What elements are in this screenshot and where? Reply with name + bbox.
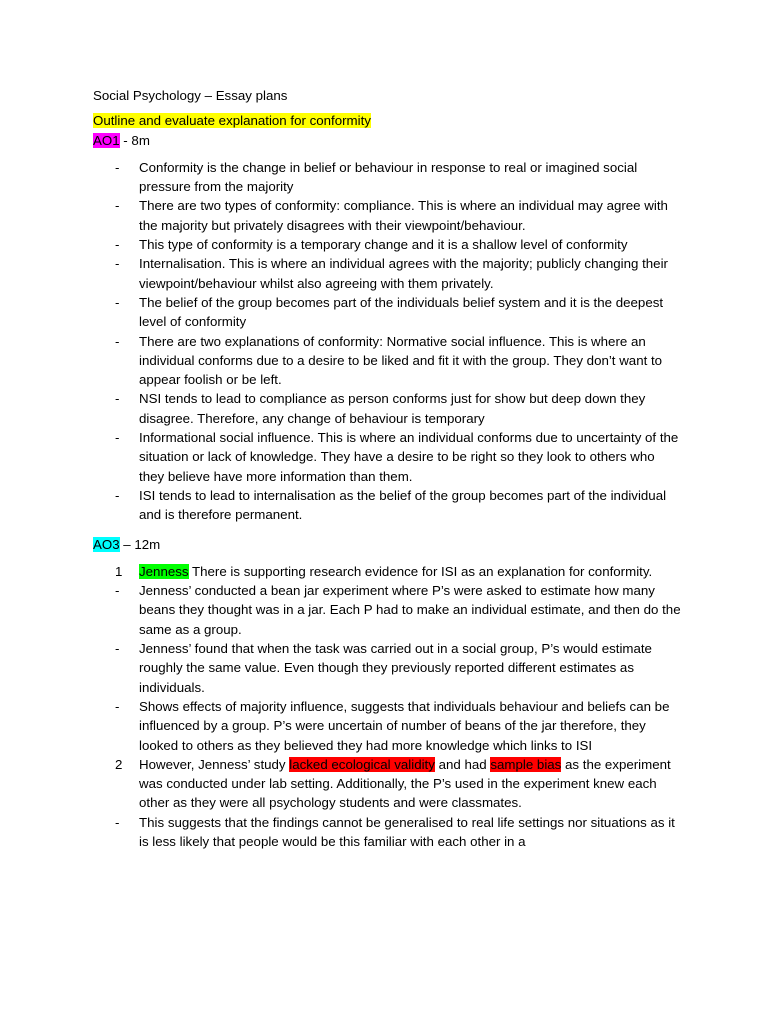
- ao3-marks: – 12m: [119, 536, 161, 552]
- ao1-heading: [93, 131, 683, 150]
- list-item: 1 Jenness There is supporting research evidence for ISI as an explanation for conformity.: [93, 562, 683, 581]
- dash-marker: -: [115, 333, 120, 349]
- list-item: - ISI tends to lead to internalisation as the belief of the group becomes part of the individual and is therefore permanent.: [115, 487, 667, 523]
- document-body: [93, 86, 683, 861]
- essay-question-highlight: Outline and evaluate explanation for conformity: [93, 113, 371, 129]
- ao3-heading: [93, 535, 683, 554]
- number-marker: 2: [115, 756, 123, 772]
- list-item: - NSI tends to lead to compliance as person conforms just for show but deep down they disagree. Therefore, any change of behaviour is temporary: [115, 391, 646, 426]
- ao1-marks: - 8m: [119, 132, 150, 148]
- list-item: - There are two types of conformity: compliance. This is where an individual may agree with the majority but privately disagrees with their viewpoint/behaviour.: [115, 198, 668, 233]
- list-item: - There are two explanations of conformity: Normative social influence. This is where an individual conforms due to a desire to be liked and fit it with the group. They don’t want to appear foolish or be left.: [115, 333, 663, 388]
- dash-marker: -: [115, 198, 120, 214]
- dash-marker: -: [115, 698, 120, 714]
- number-marker: 1: [115, 563, 123, 579]
- ecological-validity-highlight: lacked ecological validity: [289, 756, 435, 772]
- ao1-tag: AO1: [93, 132, 120, 148]
- dash-marker: -: [115, 641, 120, 657]
- dash-marker: -: [115, 391, 120, 407]
- list-item: - Jenness’ conducted a bean jar experiment where P’s were asked to estimate how many beans they thought was in a jar. Each P had to make an individual estimate, and then do the same as a group.: [115, 583, 681, 637]
- dash-marker: -: [115, 237, 120, 253]
- dash-marker: -: [115, 294, 120, 310]
- ao3-list: [93, 562, 683, 851]
- list-item: 2 However, Jenness’ study lacked ecological validity and had sample bias as the experiment was conducted under lab setting. Additionally, the P’s used in the experiment knew each other as they were all psychology students and were classmates.: [115, 756, 671, 811]
- dash-marker: -: [115, 256, 120, 272]
- list-item: - This suggests that the findings cannot be generalised to real life settings nor situations as it is less likely that people would be this familiar with each other in a: [115, 814, 675, 849]
- essay-question: [93, 111, 683, 130]
- list-item: - Conformity is the change in belief or behaviour in response to real or imagined social pressure from the majority: [115, 159, 638, 195]
- list-item: - Jenness’ found that when the task was carried out in a social group, P’s would estimate roughly the same value. Even though they previously reported different estimates as individuals.: [115, 641, 652, 695]
- dash-marker: -: [115, 430, 120, 446]
- dash-marker: -: [115, 487, 120, 503]
- list-item: - Internalisation. This is where an individual agrees with the majority; publicly changing their viewpoint/behaviour whilst also agreeing with them privately.: [115, 256, 668, 291]
- list-item: - The belief of the group becomes part of the individuals belief system and it is the deepest level of conformity: [115, 294, 664, 330]
- sample-bias-highlight: sample bias: [490, 756, 562, 772]
- ao3-tag: AO3: [93, 536, 120, 552]
- list-item: - Shows effects of majority influence, suggests that individuals behaviour and beliefs can be influenced by a group. P’s were uncertain of number of beans of the jar therefore, they looked to others as they believed they had more knowledge which links to ISI: [115, 698, 670, 753]
- dash-marker: -: [115, 159, 120, 175]
- list-item: - Informational social influence. This is where an individual conforms due to uncertainty of the situation or lack of knowledge. They have a desire to be right so they look to others who they believe have more information than them.: [115, 430, 679, 484]
- list-item: - This type of conformity is a temporary change and it is a shallow level of conformity: [93, 235, 683, 254]
- ao1-list: [93, 158, 683, 525]
- dash-marker: -: [115, 814, 120, 830]
- dash-marker: -: [115, 583, 120, 599]
- document-title: Social Psychology – Essay plans: [93, 88, 288, 103]
- jenness-highlight: Jenness: [139, 563, 189, 579]
